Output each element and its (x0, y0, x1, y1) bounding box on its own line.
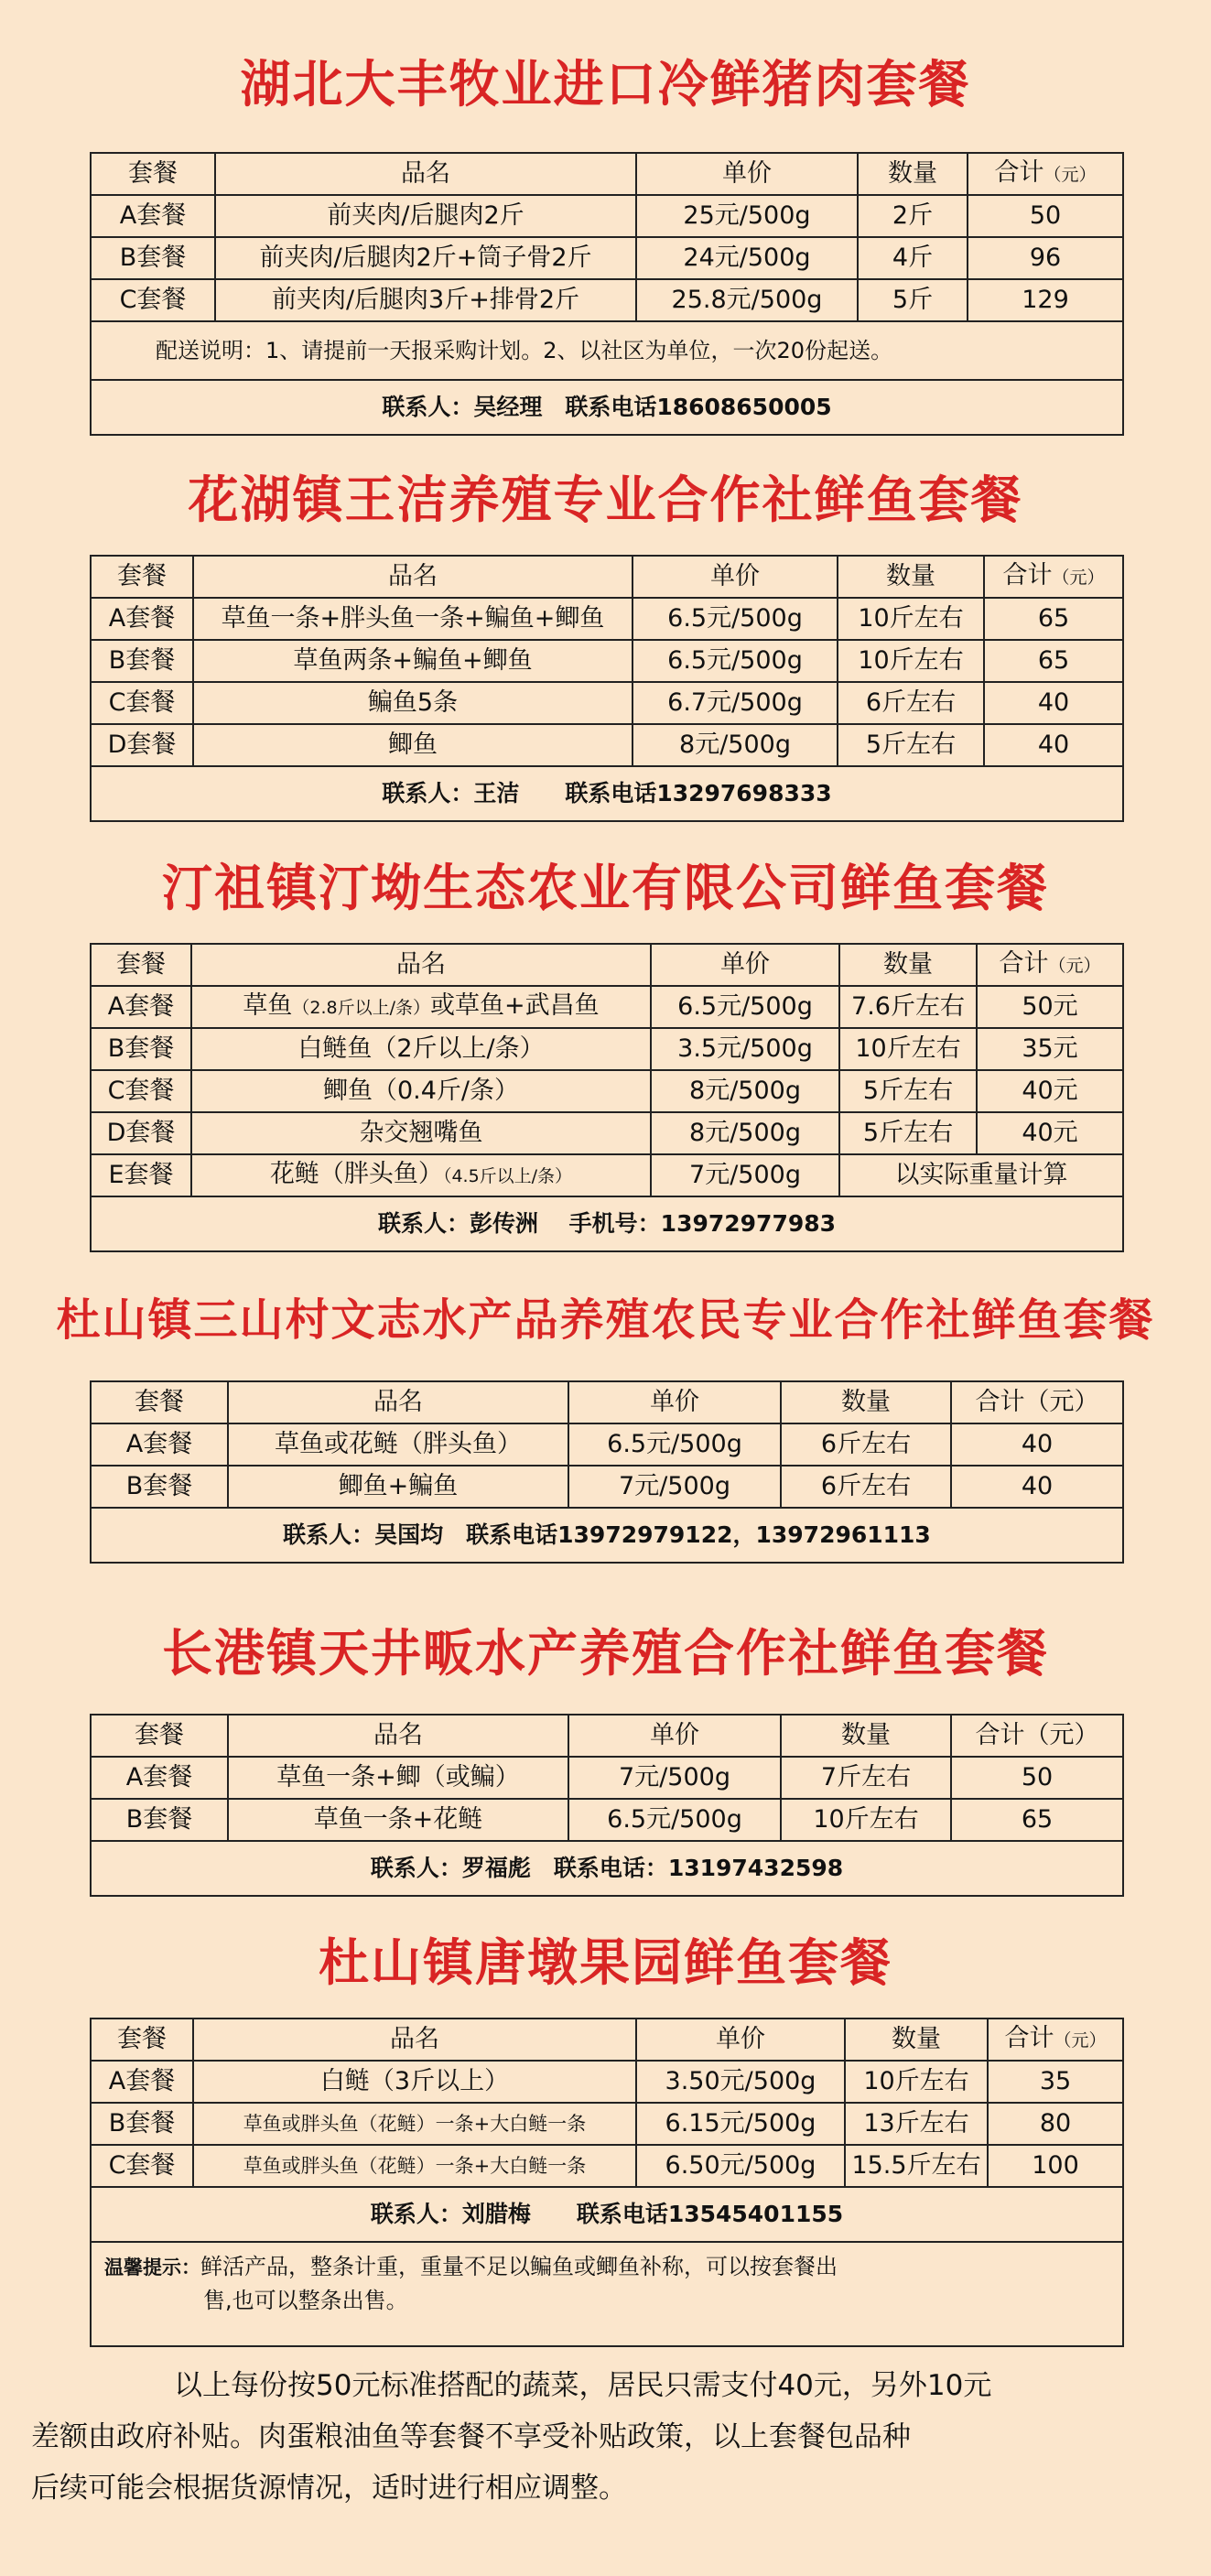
total: 40 (951, 1423, 1123, 1466)
quantity: 13斤左右 (845, 2103, 988, 2145)
header-total: 合计（元） (951, 1381, 1123, 1423)
header-item: 品名 (228, 1715, 568, 1757)
item-name: 鳊鱼5条 (193, 682, 633, 724)
header-quantity: 数量 (781, 1381, 951, 1423)
total: 129 (968, 279, 1123, 321)
header-item: 品名 (215, 153, 636, 195)
tip-text-continued: 售,也可以整条出售。 (203, 2288, 408, 2313)
unit-price: 6.5元/500g (651, 986, 839, 1028)
changgang-fish-table (90, 1714, 1124, 1897)
package-name: A套餐 (91, 1423, 228, 1466)
table-header-row (91, 944, 1123, 986)
item-name: 草鱼（2.8斤以上/条）或草鱼+武昌鱼 (191, 986, 651, 1028)
unit-price: 6.5元/500g (633, 598, 838, 640)
header-quantity: 数量 (839, 944, 977, 986)
package-name: B套餐 (91, 2103, 193, 2145)
table-header-row (91, 153, 1123, 195)
package-name: A套餐 (91, 1757, 228, 1799)
item-name: 草鱼或胖头鱼（花鲢）一条+大白鲢一条 (193, 2103, 636, 2145)
header-package: 套餐 (91, 1381, 228, 1423)
header-package: 套餐 (91, 2019, 193, 2061)
footer-line: 后续可能会根据货源情况，适时进行相应调整。 (31, 2472, 627, 2505)
section-title-changgang-fish: 长港镇天井畈水产养殖合作社鲜鱼套餐 (161, 1624, 1049, 1683)
pork-package-table (90, 152, 1124, 436)
package-name: B套餐 (91, 1799, 228, 1841)
contact-info: 联系人：刘腊梅 联系电话13545401155 (91, 2187, 1123, 2242)
unit-price: 3.5元/500g (651, 1028, 839, 1070)
contact-row (91, 1508, 1123, 1563)
section-title-pork: 湖北大丰牧业进口冷鲜猪肉套餐 (240, 55, 971, 114)
package-name: E套餐 (91, 1154, 191, 1196)
table-row (91, 640, 1123, 682)
table-row (91, 195, 1123, 237)
quantity: 10斤左右 (838, 640, 984, 682)
quantity: 5斤左右 (839, 1112, 977, 1154)
package-name: A套餐 (91, 986, 191, 1028)
header-quantity: 数量 (845, 2019, 988, 2061)
header-item: 品名 (193, 556, 633, 598)
table-row (91, 724, 1123, 766)
quantity: 5斤左右 (838, 724, 984, 766)
total: 80 (988, 2103, 1123, 2145)
item-name: 草鱼或花鲢（胖头鱼） (228, 1423, 568, 1466)
contact-info: 联系人：彭传洲 手机号：13972977983 (91, 1196, 1123, 1251)
delivery-note-row (91, 321, 1123, 380)
tip-row (91, 2242, 1123, 2346)
tip-label: 温馨提示： (104, 2257, 200, 2278)
header-total: 合计（元） (984, 556, 1123, 598)
contact-row (91, 766, 1123, 821)
table-header-row (91, 556, 1123, 598)
quantity: 15.5斤左右 (845, 2145, 988, 2187)
footer-line: 以上每份按50元标准搭配的蔬菜，居民只需支付40元，另外10元 (174, 2369, 992, 2402)
table-row (91, 1154, 1123, 1196)
contact-row (91, 2187, 1123, 2242)
unit-price: 6.15元/500g (636, 2103, 845, 2145)
contact-info: 联系人：王洁 联系电话13297698333 (91, 766, 1123, 821)
quantity: 6斤左右 (781, 1423, 951, 1466)
total: 50 (951, 1757, 1123, 1799)
package-name: A套餐 (91, 2061, 193, 2103)
total: 40元 (977, 1070, 1123, 1112)
header-package: 套餐 (91, 153, 215, 195)
quantity: 7斤左右 (781, 1757, 951, 1799)
header-price: 单价 (568, 1381, 781, 1423)
header-item: 品名 (191, 944, 651, 986)
header-quantity: 数量 (858, 153, 968, 195)
table-row (91, 1070, 1123, 1112)
quantity: 10斤左右 (845, 2061, 988, 2103)
item-name: 前夹肉/后腿肉2斤 (215, 195, 636, 237)
total: 40 (984, 724, 1123, 766)
unit-price: 6.5元/500g (633, 640, 838, 682)
table-row (91, 1466, 1123, 1508)
table-row (91, 279, 1123, 321)
contact-info: 联系人：罗福彪 联系电话：13197432598 (91, 1841, 1123, 1896)
table-row (91, 2103, 1123, 2145)
header-price: 单价 (636, 153, 858, 195)
item-name: 前夹肉/后腿肉3斤+排骨2斤 (215, 279, 636, 321)
delivery-note: 配送说明：1、请提前一天报采购计划。2、以社区为单位，一次20份起送。 (91, 321, 1123, 380)
item-name: 鲫鱼（0.4斤/条） (191, 1070, 651, 1112)
unit-price: 6.50元/500g (636, 2145, 845, 2187)
item-name: 白鲢（3斤以上） (193, 2061, 636, 2103)
package-name: A套餐 (91, 598, 193, 640)
section-title-sanshan-fish: 杜山镇三山村文志水产品养殖农民专业合作社鲜鱼套餐 (56, 1294, 1155, 1346)
package-name: C套餐 (91, 682, 193, 724)
unit-price: 8元/500g (651, 1112, 839, 1154)
warm-tip (91, 2242, 1123, 2346)
item-name: 草鱼一条+鲫（或鳊） (228, 1757, 568, 1799)
unit-price: 7元/500g (651, 1154, 839, 1196)
item-name: 草鱼一条+胖头鱼一条+鳊鱼+鲫鱼 (193, 598, 633, 640)
unit-price: 3.50元/500g (636, 2061, 845, 2103)
unit-price: 25.8元/500g (636, 279, 858, 321)
total-note: 以实际重量计算 (839, 1154, 1123, 1196)
table-header-row (91, 1715, 1123, 1757)
total: 65 (951, 1799, 1123, 1841)
table-row (91, 1112, 1123, 1154)
contact-row (91, 380, 1123, 435)
quantity: 5斤左右 (839, 1070, 977, 1112)
contact-info: 联系人：吴经理 联系电话18608650005 (91, 380, 1123, 435)
quantity: 10斤左右 (781, 1799, 951, 1841)
header-quantity: 数量 (838, 556, 984, 598)
package-name: D套餐 (91, 724, 193, 766)
contact-info: 联系人：吴国均 联系电话13972979122，13972961113 (91, 1508, 1123, 1563)
huahu-fish-table (90, 555, 1124, 822)
total: 50 (968, 195, 1123, 237)
item-name: 鲫鱼+鳊鱼 (228, 1466, 568, 1508)
header-item: 品名 (228, 1381, 568, 1423)
footer-line: 差额由政府补贴。肉蛋粮油鱼等套餐不享受补贴政策，以上套餐包品种 (31, 2420, 911, 2453)
total: 65 (984, 598, 1123, 640)
unit-price: 6.5元/500g (568, 1423, 781, 1466)
quantity: 10斤左右 (838, 598, 984, 640)
table-header-row (91, 1381, 1123, 1423)
section-title-tingzu-fish: 汀祖镇汀坳生态农业有限公司鲜鱼套餐 (161, 859, 1049, 917)
table-row (91, 1757, 1123, 1799)
package-name: B套餐 (91, 237, 215, 279)
footer-paragraph (31, 2360, 1119, 2514)
section-title-tangdun-fish: 杜山镇唐墩果园鲜鱼套餐 (318, 1933, 892, 1992)
table-row (91, 1423, 1123, 1466)
header-total: 合计（元） (951, 1715, 1123, 1757)
header-price: 单价 (636, 2019, 845, 2061)
total: 50元 (977, 986, 1123, 1028)
tip-text: 鲜活产品，整条计重，重量不足以鳊鱼或鲫鱼补称，可以按套餐出 (200, 2254, 838, 2279)
item-name: 草鱼或胖头鱼（花鲢）一条+大白鲢一条 (193, 2145, 636, 2187)
header-item: 品名 (193, 2019, 636, 2061)
package-name: B套餐 (91, 640, 193, 682)
table-row (91, 682, 1123, 724)
total: 96 (968, 237, 1123, 279)
header-quantity: 数量 (781, 1715, 951, 1757)
header-price: 单价 (633, 556, 838, 598)
section-title-huahu-fish: 花湖镇王洁养殖专业合作社鲜鱼套餐 (188, 471, 1023, 529)
total: 35元 (977, 1028, 1123, 1070)
item-name: 杂交翘嘴鱼 (191, 1112, 651, 1154)
package-name: C套餐 (91, 1070, 191, 1112)
unit-price: 25元/500g (636, 195, 858, 237)
package-name: A套餐 (91, 195, 215, 237)
header-price: 单价 (651, 944, 839, 986)
contact-row (91, 1841, 1123, 1896)
table-row (91, 986, 1123, 1028)
item-name: 鲫鱼 (193, 724, 633, 766)
table-header-row (91, 2019, 1123, 2061)
header-package: 套餐 (91, 944, 191, 986)
package-name: C套餐 (91, 279, 215, 321)
quantity: 6斤左右 (838, 682, 984, 724)
package-name: B套餐 (91, 1466, 228, 1508)
total: 40 (951, 1466, 1123, 1508)
package-name: B套餐 (91, 1028, 191, 1070)
quantity: 6斤左右 (781, 1466, 951, 1508)
quantity: 2斤 (858, 195, 968, 237)
unit-price: 6.5元/500g (568, 1799, 781, 1841)
quantity: 7.6斤左右 (839, 986, 977, 1028)
header-total: 合计（元） (977, 944, 1123, 986)
package-name: C套餐 (91, 2145, 193, 2187)
sanshan-fish-table (90, 1380, 1124, 1564)
item-name: 草鱼两条+鳊鱼+鲫鱼 (193, 640, 633, 682)
total: 100 (988, 2145, 1123, 2187)
table-row (91, 2061, 1123, 2103)
contact-row (91, 1196, 1123, 1251)
package-name: D套餐 (91, 1112, 191, 1154)
unit-price: 7元/500g (568, 1466, 781, 1508)
total: 65 (984, 640, 1123, 682)
total: 40元 (977, 1112, 1123, 1154)
total: 35 (988, 2061, 1123, 2103)
table-row (91, 2145, 1123, 2187)
unit-price: 8元/500g (633, 724, 838, 766)
tingzu-fish-table (90, 943, 1124, 1252)
unit-price: 8元/500g (651, 1070, 839, 1112)
quantity: 5斤 (858, 279, 968, 321)
total: 40 (984, 682, 1123, 724)
item-name: 花鲢（胖头鱼）（4.5斤以上/条） (191, 1154, 651, 1196)
table-row (91, 1028, 1123, 1070)
item-name: 草鱼一条+花鲢 (228, 1799, 568, 1841)
table-row (91, 237, 1123, 279)
header-package: 套餐 (91, 1715, 228, 1757)
unit-price: 6.7元/500g (633, 682, 838, 724)
quantity: 10斤左右 (839, 1028, 977, 1070)
header-price: 单价 (568, 1715, 781, 1757)
table-row (91, 598, 1123, 640)
item-name: 白鲢鱼（2斤以上/条） (191, 1028, 651, 1070)
header-total: 合计（元） (988, 2019, 1123, 2061)
header-total: 合计（元） (968, 153, 1123, 195)
header-package: 套餐 (91, 556, 193, 598)
item-name: 前夹肉/后腿肉2斤+筒子骨2斤 (215, 237, 636, 279)
quantity: 4斤 (858, 237, 968, 279)
tangdun-fish-table (90, 2018, 1124, 2347)
unit-price: 24元/500g (636, 237, 858, 279)
unit-price: 7元/500g (568, 1757, 781, 1799)
table-row (91, 1799, 1123, 1841)
